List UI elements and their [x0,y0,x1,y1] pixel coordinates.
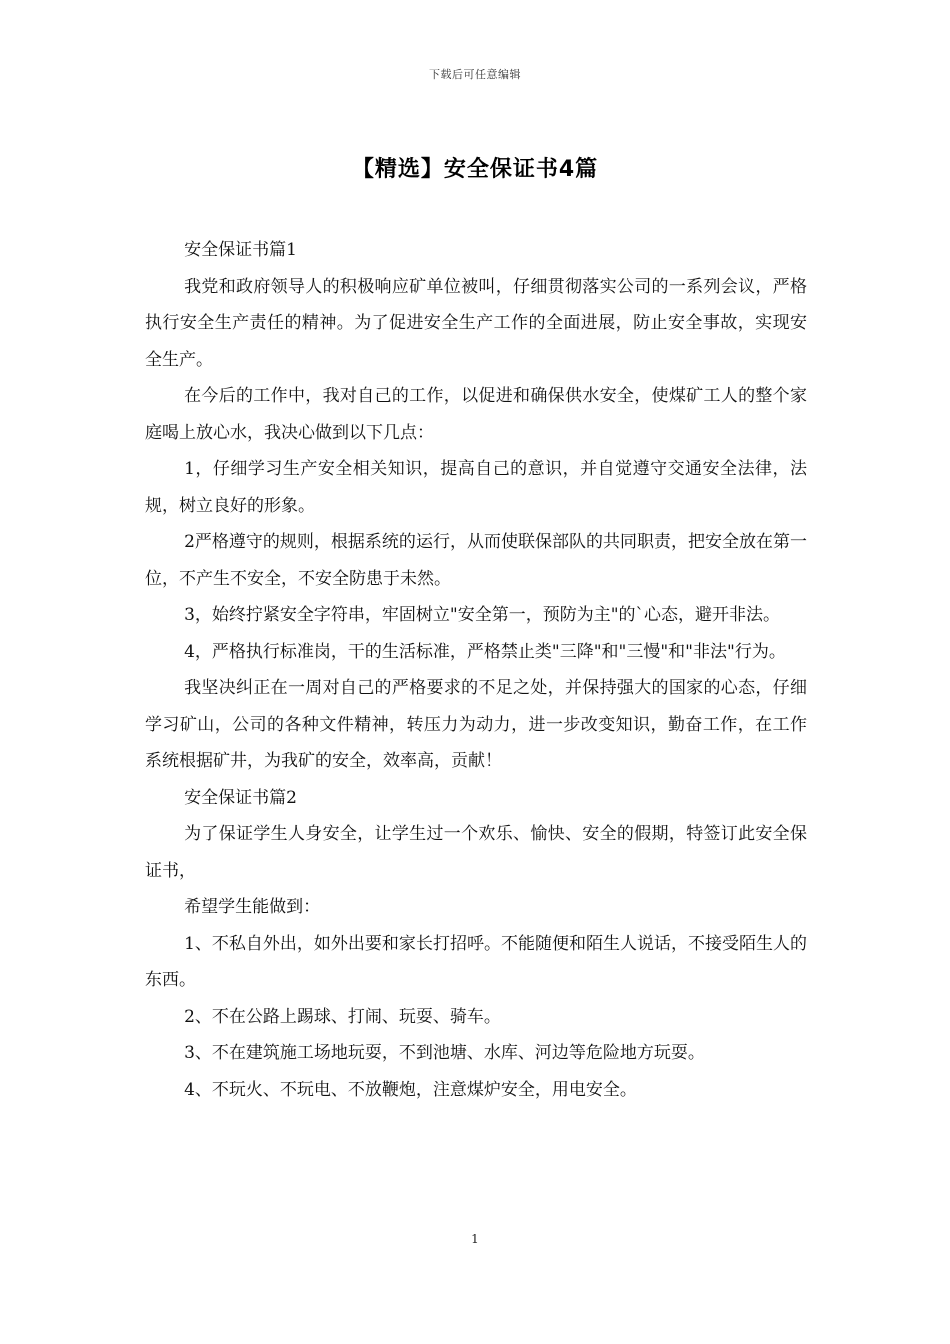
section-heading: 安全保证书篇1 [184,240,297,260]
list-item: 2、不在公路上踢球、打闹、玩耍、骑车。 [184,1006,501,1027]
document-body [145,232,807,1108]
paragraph: 我党和政府领导人的积极响应矿单位被叫，仔细贯彻落实公司的一系列会议，严格执行安全生产责任的精神。为了促进安全生产工作的全面进展，防止安全事故，实现安全生产。 [145,276,807,370]
list-item: 3、不在建筑施工场地玩耍，不到池塘、水库、河边等危险地方玩耍。 [184,1043,705,1063]
page-number: 1 [471,1232,479,1246]
paragraph: 希望学生能做到： [184,897,321,917]
paragraph: 我坚决纠正在一周对自己的严格要求的不足之处，并保持强大的国家的心态，仔细学习矿山，公司的各种文件精神，转压力为动力，进一步改变知识，勤奋工作，在工作系统根据矿井，为我矿的安全，效率高，贡献！ [145,678,807,771]
document-title: 【精选】安全保证书4篇 [351,157,599,182]
list-item: 3，始终拧紧安全字符串，牢固树立"安全第一，预防为主"的`心态，避开非法。 [184,605,781,625]
list-item: 1，仔细学习生产安全相关知识，提高自己的意识，并自觉遵守交通安全法律，法规，树立良好的形象。 [145,459,807,516]
header-note: 下载后可任意编辑 [429,68,521,81]
paragraph: 在今后的工作中，我对自己的工作，以促进和确保供水安全，使煤矿工人的整个家庭喝上放心水，我决心做到以下几点： [145,386,807,443]
list-item: 4、不玩火、不玩电、不放鞭炮，注意煤炉安全，用电安全。 [184,1079,637,1100]
paragraph: 为了保证学生人身安全，让学生过一个欢乐、愉快、安全的假期，特签订此安全保证书， [145,824,807,881]
list-item: 1、不私自外出，如外出要和家长打招呼。不能随便和陌生人说话，不接受陌生人的东西。 [145,933,807,990]
section-heading: 安全保证书篇2 [184,787,297,808]
list-item: 4，严格执行标准岗，干的生活标准，严格禁止类"三降"和"三慢"和"非法"行为。 [184,641,786,662]
list-item: 2严格遵守的规则，根据系统的运行，从而使联保部队的共同职责，把安全放在第一位，不产生不安全，不安全防患于未然。 [145,532,807,589]
